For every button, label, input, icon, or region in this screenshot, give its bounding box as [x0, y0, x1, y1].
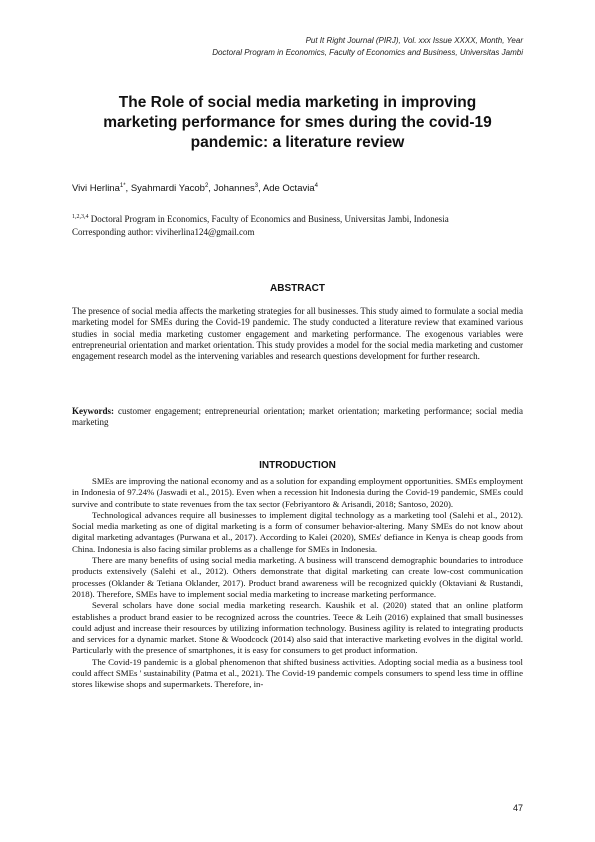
intro-paragraph: Several scholars have done social media marketing research. Kaushik et al. (2020) stated that an online platform establishes a product brand easier to be recognized across the countries. Teece & Leih (2016) explained that small businesses could adjust and increase their resources by utilizing information technology. Business agility is related to integrating products and services for a dynamic market. Stone & Woodcock (2014) also said that interactive marketing evolves in the digital world. Particularly with the presence of smartphones, it is easy for consumers to get product information. — [72, 600, 523, 656]
keywords — [72, 406, 523, 429]
program-name: Doctoral Program in Economics, Faculty of Economics and Business, Universitas Jambi — [212, 48, 523, 57]
author-name: Syahmardi Yacob — [130, 183, 205, 194]
introduction-heading: INTRODUCTION — [259, 460, 336, 471]
intro-paragraph: There are many benefits of using social media marketing. A business will transcend demographic boundaries to introduce products extensively (Salehi et al., 2012). Others demonstrate that digital marketing can create low-cost communication processes (Oklander & Tetiana Oklander, 2017). Product brand awareness will be recognized quickly (Oktaviani & Rustandi, 2018). Therefore, SMEs have to implement social media marketing to increase marketing performance. — [72, 555, 523, 599]
author-name: Johannes — [213, 183, 255, 194]
intro-paragraph: The Covid-19 pandemic is a global phenomenon that shifted business activities. Adopting social media as a business tool could affect SMEs ' sustainability (Patma et al., 2021). The Covid-19 pandemic compels consumers to spend less time in offline stores likewise shops and supermarkets. Therefore, in- — [72, 656, 523, 690]
page-number: 47 — [512, 803, 523, 813]
author-separator: , — [208, 183, 214, 194]
corresponding-author: Corresponding author: viviherlina124@gmail.com — [72, 226, 255, 237]
running-head — [212, 35, 523, 59]
author-affiliation-mark: 1* — [119, 182, 126, 189]
affiliation — [72, 213, 532, 226]
introduction-body — [72, 476, 523, 691]
author-separator: , — [125, 183, 131, 194]
paper-title: The Role of social media marketing in improving marketing performance for smes during the covid-19 pandemic: a literature review — [103, 94, 492, 151]
abstract-heading: ABSTRACT — [270, 283, 325, 294]
abstract-text: The presence of social media affects the marketing strategies for all businesses. This study aimed to formulate a social media marketing model for SMEs during the Covid-19 pandemic. The study conducted a literature review that examined various studies in social media marketing customer engagement and marketing performance. The exogenous variables were entrepreneurial orientation and market orientation. This study provides a model for the social media marketing and customer engagement research model as the intervening variables and research questions development for further research. — [72, 306, 523, 362]
author-name: Ade Octavia — [262, 183, 315, 194]
affiliation-text: Doctoral Program in Economics, Faculty of Economics and Business, Universitas Jambi, Indonesia — [90, 214, 449, 224]
author-list — [72, 183, 532, 195]
intro-paragraph: Technological advances require all businesses to implement digital technology as a marketing tool (Salehi et al., 2012). Social media marketing as one of digital marketing is a form of consumer behavior-altering. Many SMEs do not know about digital marketing advantages (Purwana et al., 2017). According to Kalei (2020), SMEs' defiance in Kenya is cheap goods from China. Indonesia is also facing similar problems as a challenge for SMEs in Indonesia. — [72, 509, 523, 554]
author-separator: , — [258, 183, 263, 194]
affiliation-block — [72, 213, 532, 238]
affiliation-marks: 1,2,3,4 — [72, 214, 89, 220]
keywords-text: customer engagement; entrepreneurial orientation; market orientation; marketing performance; social media marketing — [72, 406, 523, 428]
intro-paragraph: SMEs are improving the national economy and as a solution for expanding employment opportunities. SMEs employment in Indonesia of 97.24% (Jaswadi et al., 2015). Even when a recession hit Indonesia during the Covid-19 pandemic, SMEs could survive and contribute to state revenues from the tax sector (Febriyantoro & Arisandi, 2018; Santoso, 2020). — [72, 476, 523, 509]
author-name: Vivi Herlina — [72, 183, 120, 194]
author-affiliation-mark: 2 — [204, 182, 209, 189]
keywords-label: Keywords: — [72, 406, 114, 416]
journal-citation: Put It Right Journal (PIRJ), Vol. xxx Issue XXXX, Month, Year — [305, 36, 523, 45]
author-affiliation-mark: 3 — [254, 182, 259, 189]
author-affiliation-mark: 4 — [314, 182, 318, 189]
